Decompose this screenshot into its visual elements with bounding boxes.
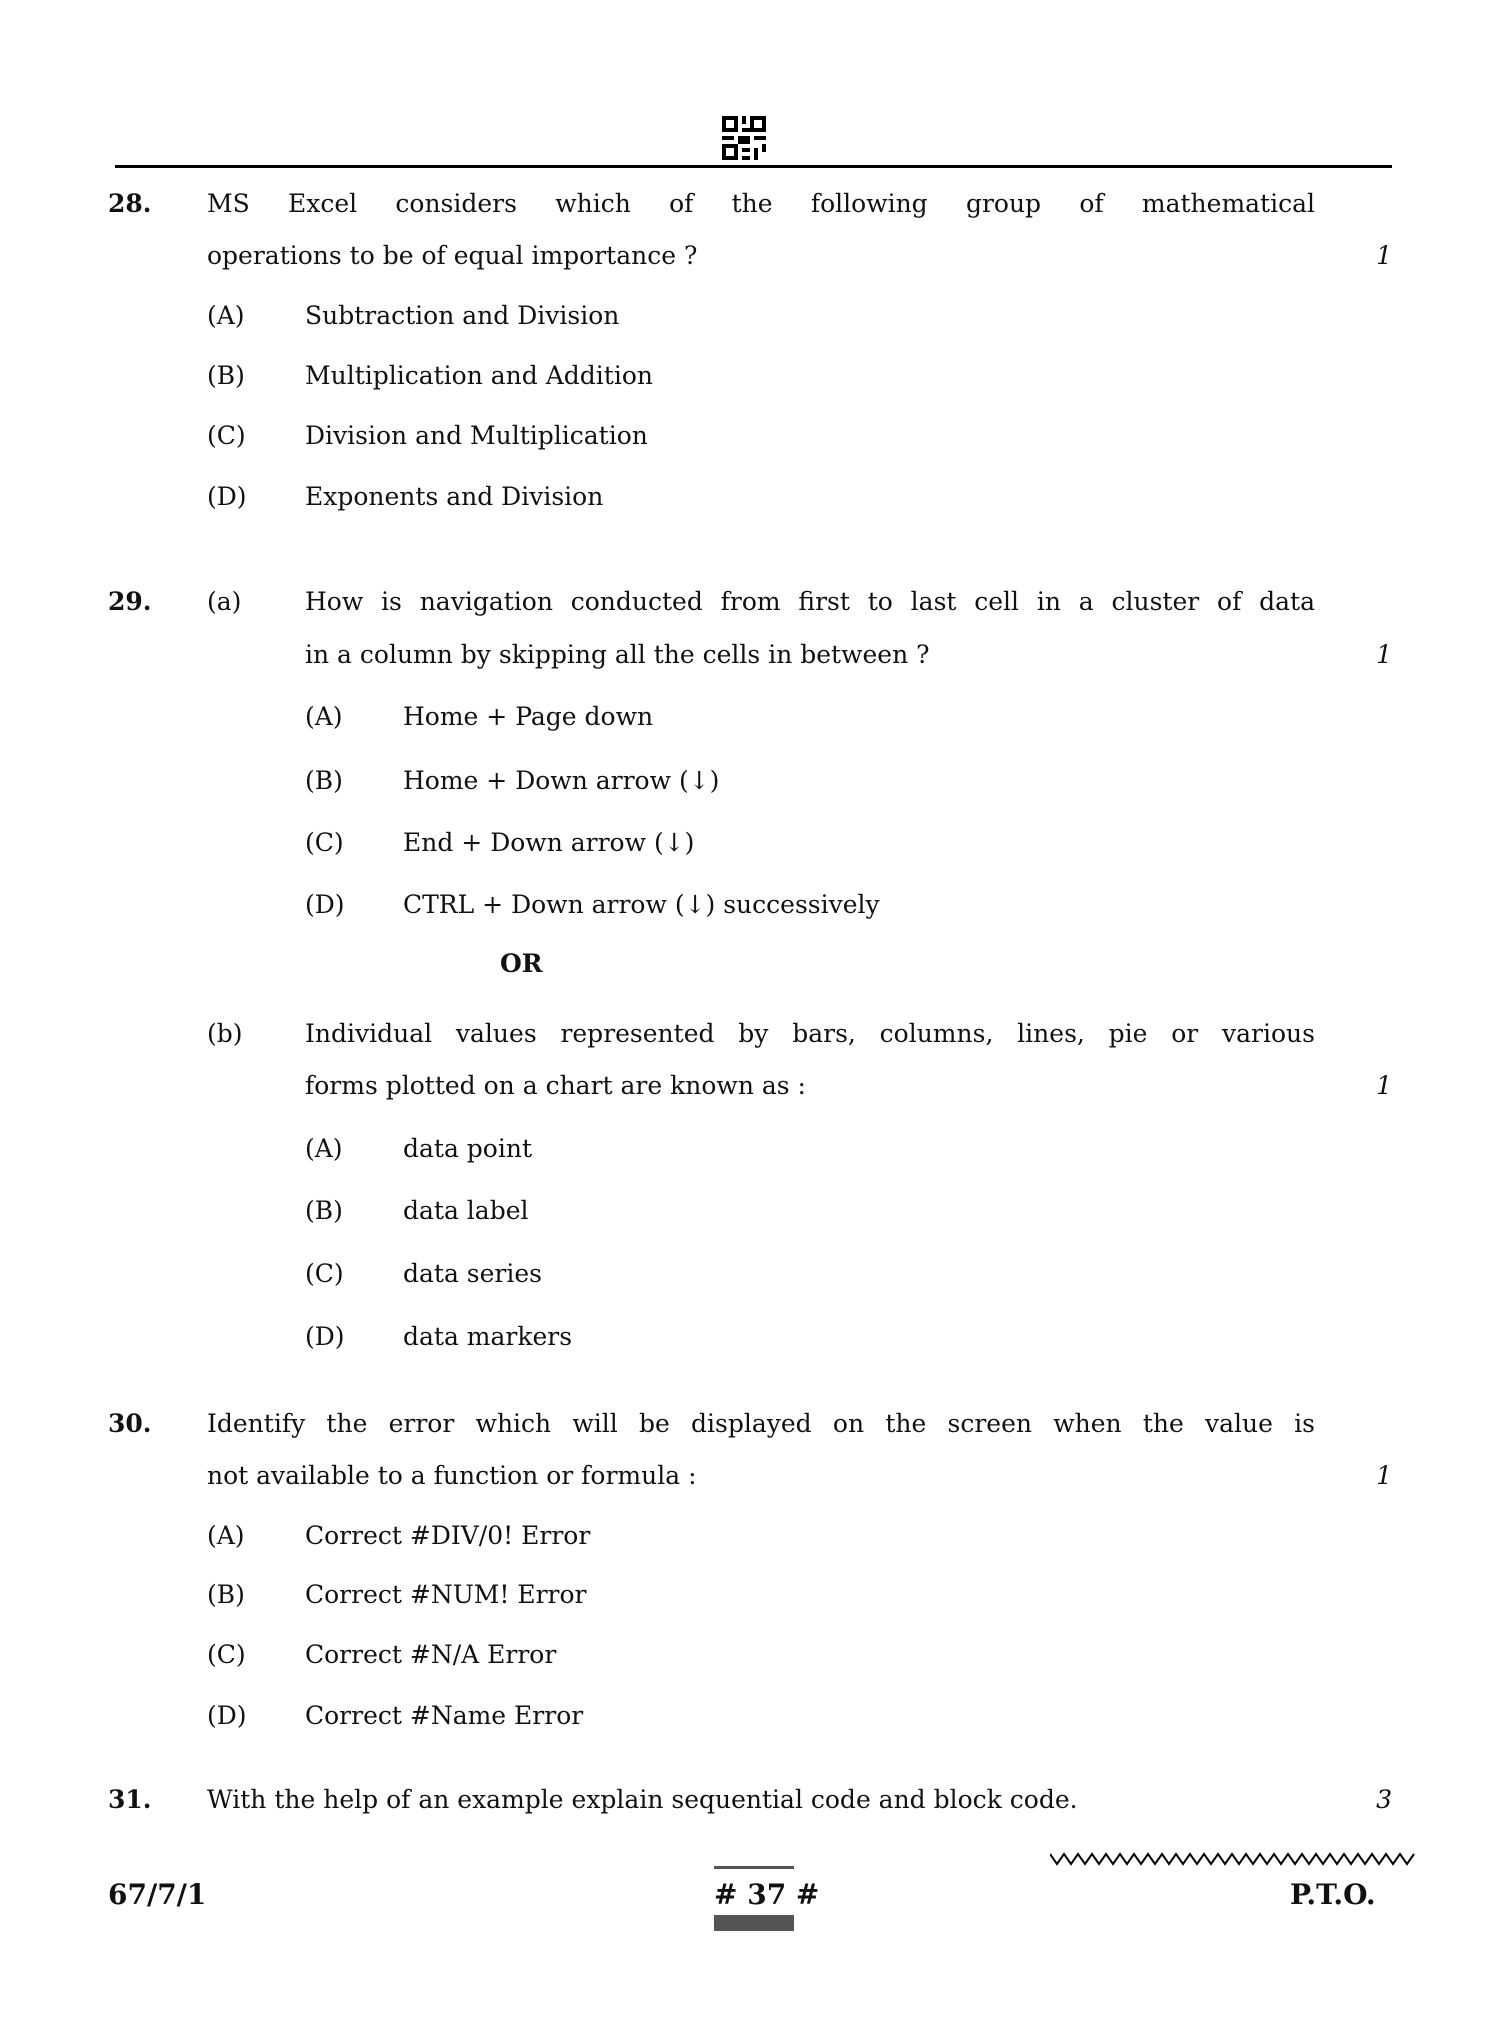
option-label: (C) [305, 828, 344, 857]
please-turn-over: P.T.O. [1290, 1878, 1376, 1911]
option-label: (D) [305, 890, 345, 919]
option-text: data series [403, 1259, 543, 1288]
or-separator: OR [500, 949, 543, 978]
option-text: data point [403, 1134, 533, 1163]
option-label: (A) [207, 1521, 245, 1550]
question-number: 31. [108, 1785, 152, 1814]
option-label: (B) [305, 766, 343, 795]
option-text: End + Down arrow (↓) [403, 828, 695, 857]
option-label: (C) [207, 1640, 246, 1669]
option-text: Subtraction and Division [305, 301, 620, 330]
question-text: MS Excel considers which of the following group of mathematical [207, 189, 1315, 218]
marks: 1 [1376, 640, 1392, 669]
subpart-label: (b) [207, 1019, 243, 1048]
qr-code-icon [722, 116, 766, 160]
subpart-label: (a) [207, 587, 242, 616]
option-label: (B) [305, 1196, 343, 1225]
marks: 1 [1376, 1461, 1392, 1490]
wavy-line-divider [1050, 1850, 1420, 1868]
option-label: (A) [305, 702, 343, 731]
question-text: in a column by skipping all the cells in between ? [305, 640, 930, 669]
page-number-bottom-bar [714, 1915, 794, 1931]
option-text: Correct #N/A Error [305, 1640, 557, 1669]
option-label: (A) [305, 1134, 343, 1163]
option-label: (D) [207, 1701, 247, 1730]
marks: 1 [1376, 241, 1392, 270]
option-text: Home + Page down [403, 702, 654, 731]
option-text: Multiplication and Addition [305, 361, 653, 390]
option-label: (A) [207, 301, 245, 330]
option-text: Division and Multiplication [305, 421, 648, 450]
option-label: (B) [207, 361, 245, 390]
option-label: (D) [305, 1322, 345, 1351]
question-text: forms plotted on a chart are known as : [305, 1071, 806, 1100]
question-text: How is navigation conducted from first to last cell in a cluster of data [305, 587, 1315, 616]
option-text: data markers [403, 1322, 573, 1351]
marks: 3 [1376, 1785, 1392, 1814]
option-text: Correct #DIV/0! Error [305, 1521, 591, 1550]
question-text: Identify the error which will be displayed on the screen when the value is [207, 1409, 1315, 1438]
option-label: (C) [207, 421, 246, 450]
option-label: (B) [207, 1580, 245, 1609]
question-number: 28. [108, 189, 152, 218]
option-text: Correct #NUM! Error [305, 1580, 587, 1609]
page-number: # 37 # [714, 1878, 820, 1911]
question-text: With the help of an example explain sequential code and block code. [207, 1785, 1078, 1814]
marks: 1 [1376, 1071, 1392, 1100]
question-number: 29. [108, 587, 152, 616]
option-text: Home + Down arrow (↓) [403, 766, 720, 795]
paper-code: 67/7/1 [108, 1878, 207, 1911]
option-text: Correct #Name Error [305, 1701, 584, 1730]
question-number: 30. [108, 1409, 152, 1438]
question-text: Individual values represented by bars, columns, lines, pie or various [305, 1019, 1315, 1048]
question-text: not available to a function or formula : [207, 1461, 697, 1490]
header-rule [115, 165, 1392, 168]
option-text: Exponents and Division [305, 482, 604, 511]
option-label: (C) [305, 1259, 344, 1288]
page-number-top-bar [714, 1866, 794, 1869]
option-text: data label [403, 1196, 529, 1225]
option-label: (D) [207, 482, 247, 511]
question-text: operations to be of equal importance ? [207, 241, 698, 270]
option-text: CTRL + Down arrow (↓) successively [403, 890, 880, 919]
